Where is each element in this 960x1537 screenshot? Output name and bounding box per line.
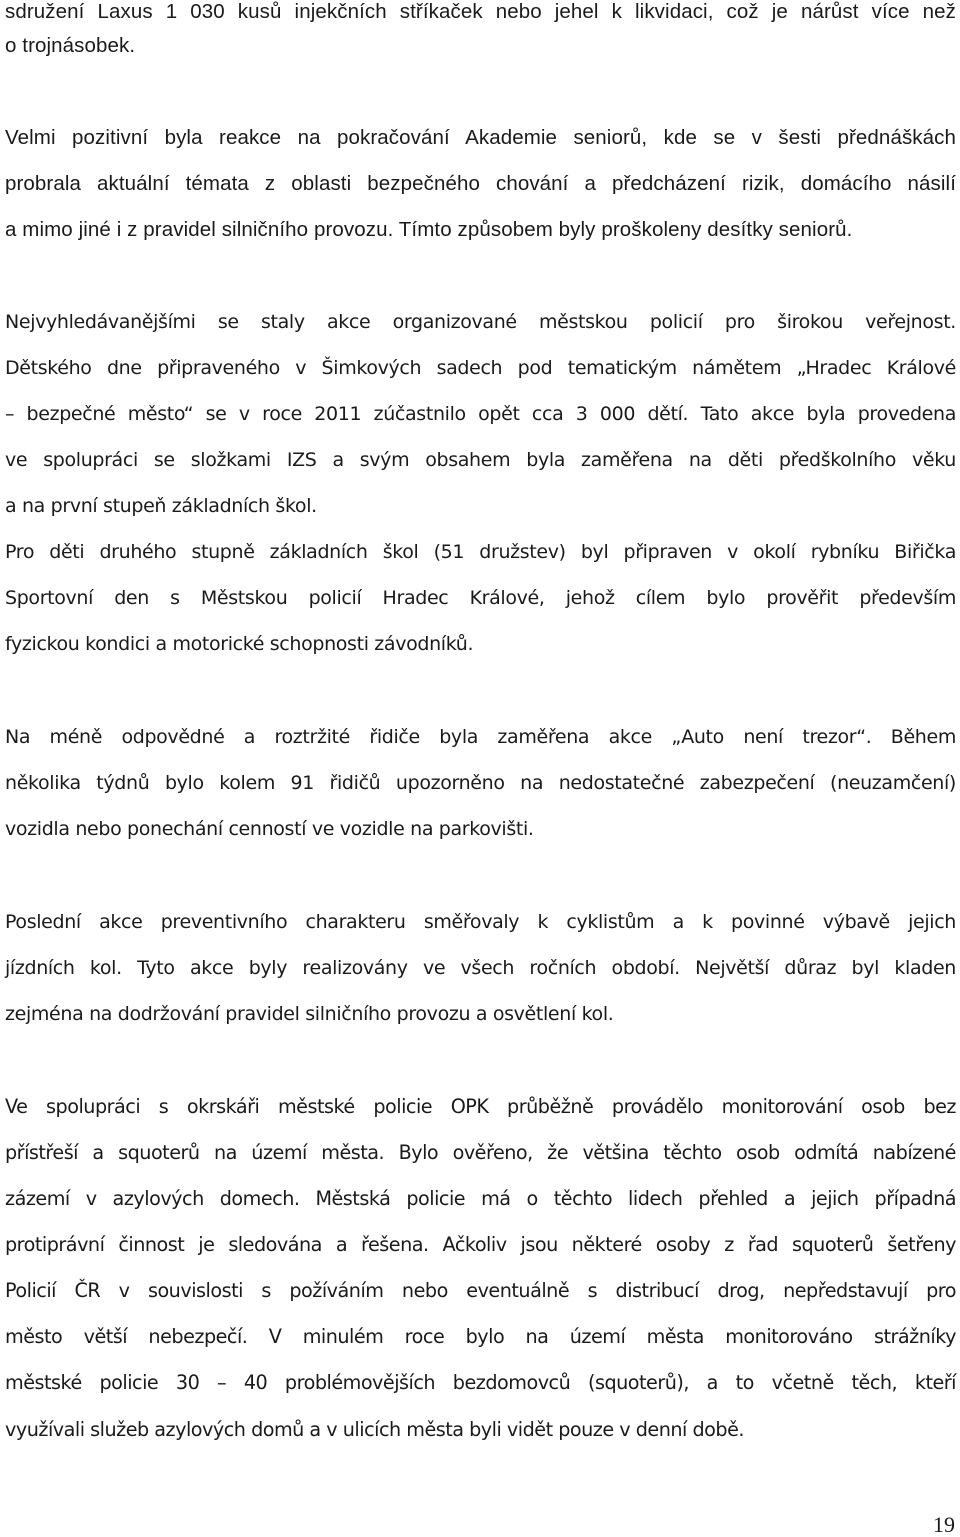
text-line: Dětského dne připraveného v Šimkových sadech pod tematickým námětem „Hradec Králové	[5, 357, 956, 379]
text-line: Ve spolupráci s okrskáři městské policie OPK průběžně provádělo monitorování osob bez	[5, 1095, 956, 1118]
text-line: vozidla nebo ponechání cenností ve vozidle na parkovišti.	[5, 818, 534, 840]
text-line: ve spolupráci se složkami IZS a svým obsahem byla zaměřena na děti předškolního věku	[5, 449, 956, 471]
page-number: 19	[933, 1512, 955, 1537]
text-line: fyzickou kondici a motorické schopnosti závodníků.	[5, 633, 474, 655]
text-line: Policií ČR v souvislosti s požíváním nebo eventuálně s distribucí drog, nepředstavují pro	[5, 1279, 956, 1302]
text-line: několika týdnů bylo kolem 91 řidičů upozorněno na nedostatečné zabezpečení (neuzamčení)	[5, 772, 956, 794]
text-line: město větší nebezpečí. V minulém roce bylo na území města monitorováno strážníky	[5, 1325, 956, 1348]
text-line: Pro děti druhého stupně základních škol (51 družstev) byl připraven v okolí rybníku Biřička	[5, 541, 956, 563]
text-line: Na méně odpovědné a roztržité řidiče byla zaměřena akce „Auto není trezor“. Během	[5, 726, 956, 748]
text-line: Velmi pozitivní byla reakce na pokračování Akademie seniorů, kde se v šesti přednáškách	[5, 126, 956, 149]
text-line	[5, 218, 956, 242]
text-line: sdružení Laxus 1 030 kusů injekčních stříkaček nebo jehel k likvidaci, což je nárůst více než	[5, 0, 956, 23]
text-line: – bezpečné město“ se v roce 2011 zúčastnilo opět cca 3 000 dětí. Tato akce byla provedena	[5, 403, 956, 425]
text-line: o trojnásobek.	[5, 34, 136, 57]
text-line: Sportovní den s Městskou policií Hradec Králové, jehož cílem bylo prověřit především	[5, 587, 956, 609]
text-line: městské policie 30 – 40 problémovějších bezdomovců (squoterů), a to včetně těch, kteří	[5, 1371, 956, 1394]
text-line: Nejvyhledávanějšími se staly akce organizované městskou policií pro širokou veřejnost.	[5, 311, 956, 333]
text-line: probrala aktuální témata z oblasti bezpečného chování a předcházení rizik, domácího násilí	[5, 172, 956, 195]
text-line: Poslední akce preventivního charakteru směřovaly k cyklistům a k povinné výbavě jejich	[5, 911, 956, 933]
text-line: přístřeší a squoterů na území města. Bylo ověřeno, že většina těchto osob odmítá nabízené	[5, 1141, 956, 1164]
text-line: jízdních kol. Tyto akce byly realizovány ve všech ročních období. Největší důraz byl kladen	[5, 957, 956, 979]
text-line: protiprávní činnost je sledována a řešena. Ačkoliv jsou některé osoby z řad squoterů šetřeny	[5, 1233, 956, 1256]
text-line-part: a mimo jiné i z pravidel silničního provozu. Tímto způsobem byly proškoleny desítky seniorů.	[5, 218, 853, 241]
text-line: zejména na dodržování pravidel silničního provozu a osvětlení kol.	[5, 1003, 614, 1025]
text-line: využívali služeb azylových domů a v ulicích města byli vidět pouze v denní době.	[5, 1418, 744, 1441]
text-line: a na první stupeň základních škol.	[5, 495, 317, 517]
text-line: zázemí v azylových domech. Městská policie má o těchto lidech přehled a jejich případná	[5, 1187, 956, 1210]
